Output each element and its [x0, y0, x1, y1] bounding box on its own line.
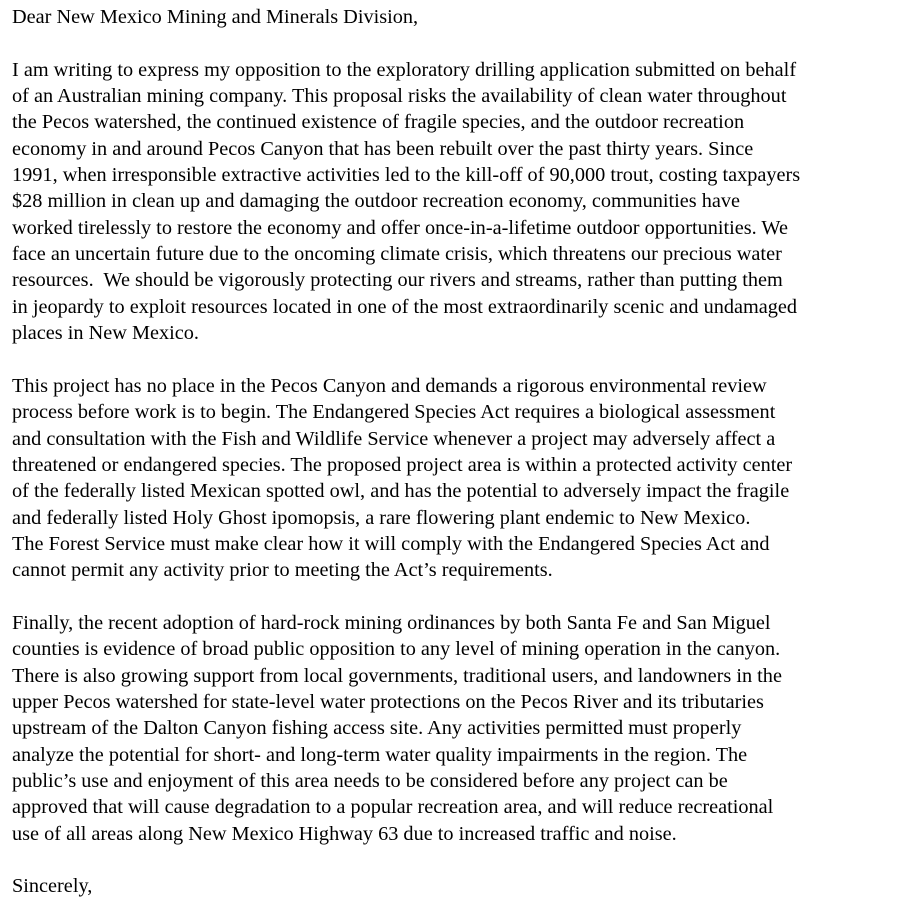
paragraph-line: of the federally listed Mexican spotted owl, and has the potential to adversely impact the fragile: [12, 480, 790, 503]
paragraph-line: upper Pecos watershed for state-level water protections on the Pecos River and its tributaries: [12, 690, 764, 713]
paragraph-line: upstream of the Dalton Canyon fishing access site. Any activities permitted must properly: [12, 717, 742, 740]
paragraph-line: The Forest Service must make clear how it will comply with the Endangered Species Act and: [12, 532, 770, 555]
letter-body: [12, 4, 912, 900]
paragraph-line: of an Australian mining company. This proposal risks the availability of clean water throughout: [12, 85, 787, 108]
paragraph-line: in jeopardy to exploit resources located in one of the most extraordinarily scenic and undamaged: [12, 295, 798, 318]
paragraph-line: and consultation with the Fish and Wildlife Service whenever a project may adversely affect a: [12, 427, 776, 450]
paragraph-spacer: [12, 30, 912, 56]
paragraph-line: There is also growing support from local governments, traditional users, and landowners in the: [12, 664, 782, 687]
paragraph-2: [12, 373, 912, 584]
paragraph-line: process before work is to begin. The Endangered Species Act requires a biological assessment: [12, 401, 776, 424]
paragraph-line: analyze the potential for short- and long-term water quality impairments in the region. The: [12, 743, 748, 766]
paragraph-line: $28 million in clean up and damaging the outdoor recreation economy, communities have: [12, 190, 741, 213]
paragraph-line: resources. We should be vigorously protecting our rivers and streams, rather than putting them: [12, 269, 783, 292]
paragraph-line: and federally listed Holy Ghost ipomopsis, a rare flowering plant endemic to New Mexico.: [12, 506, 751, 529]
paragraph-line: 1991, when irresponsible extractive activities led to the kill-off of 90,000 trout, costing taxpayers: [12, 164, 801, 187]
paragraph-line: places in New Mexico.: [12, 322, 199, 345]
paragraph-3: [12, 610, 912, 847]
paragraph-line: threatened or endangered species. The proposed project area is within a protected activity center: [12, 453, 793, 476]
paragraph-line: Finally, the recent adoption of hard-rock mining ordinances by both Santa Fe and San Miguel: [12, 611, 771, 634]
paragraph-spacer: [12, 584, 912, 610]
paragraph-line: economy in and around Pecos Canyon that has been rebuilt over the past thirty years. Since: [12, 137, 754, 160]
paragraph-line: use of all areas along New Mexico Highway 63 due to increased traffic and noise.: [12, 822, 677, 845]
paragraph-line: cannot permit any activity prior to meeting the Act’s requirements.: [12, 559, 553, 582]
closing: Sincerely,: [12, 875, 93, 898]
paragraph-1: [12, 57, 912, 347]
paragraph-line: the Pecos watershed, the continued existence of fragile species, and the outdoor recreation: [12, 111, 745, 134]
paragraph-line: counties is evidence of broad public opposition to any level of mining operation in the canyon.: [12, 638, 781, 661]
paragraph-line: approved that will cause degradation to a popular recreation area, and will reduce recreational: [12, 796, 774, 819]
paragraph-line: I am writing to express my opposition to the exploratory drilling application submitted on behalf: [12, 58, 797, 81]
paragraph-line: face an uncertain future due to the oncoming climate crisis, which threatens our precious water: [12, 243, 782, 266]
paragraph-line: worked tirelessly to restore the economy and offer once-in-a-lifetime outdoor opportunities. We: [12, 216, 788, 239]
salutation: Dear New Mexico Mining and Minerals Division,: [12, 6, 419, 28]
paragraph-spacer: [12, 847, 912, 873]
paragraph-spacer: [12, 346, 912, 372]
paragraph-line: public’s use and enjoyment of this area needs to be considered before any project can be: [12, 769, 728, 792]
paragraph-line: This project has no place in the Pecos Canyon and demands a rigorous environmental review: [12, 374, 767, 397]
